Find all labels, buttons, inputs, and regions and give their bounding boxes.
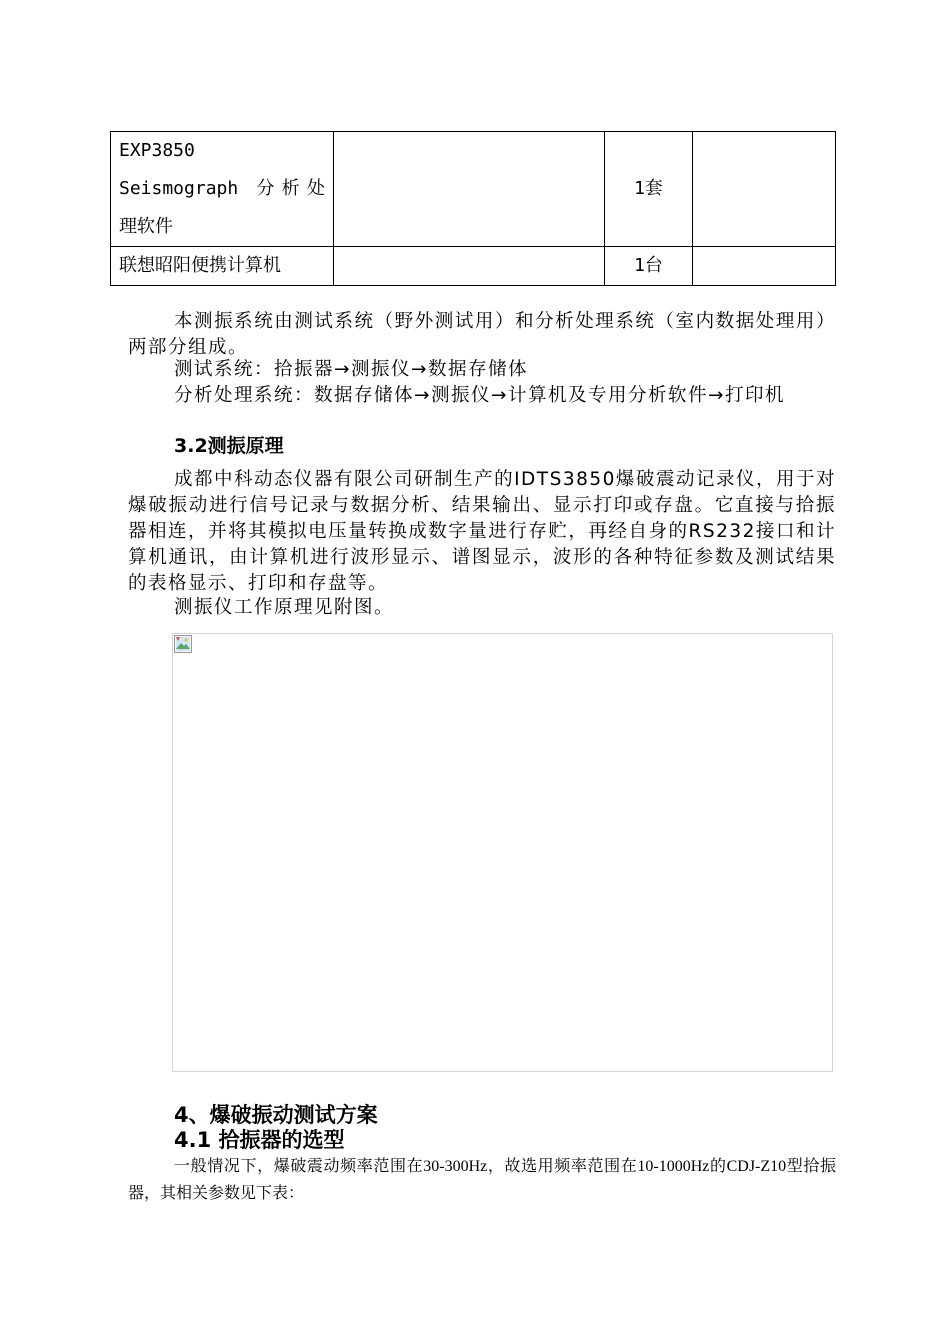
equipment-name-line: 联想昭阳便携计算机	[119, 255, 281, 276]
sensor-selection-paragraph: 一般情况下，爆破震动频率范围在30-300Hz，故选用频率范围在10-1000Hz的CDJ-Z10型拾振器，其相关参数见下表：	[128, 1158, 836, 1202]
broken-image-icon	[174, 635, 192, 653]
equipment-spec-cell	[334, 132, 605, 247]
equipment-note-cell	[693, 247, 836, 286]
test-system-line: 测试系统：拾振器→测振仪→数据存储体	[174, 359, 529, 380]
table-row	[111, 247, 836, 286]
section-heading-4: 4、爆破振动测试方案	[174, 1103, 378, 1127]
equipment-table	[110, 131, 836, 286]
equipment-name-line: Seismograph 分析处	[119, 178, 325, 199]
analysis-system-paragraph: 分析处理系统：数据存储体→测振仪→计算机及专用分析软件→打印机	[174, 385, 786, 406]
equipment-quantity-cell: 1台	[605, 247, 693, 286]
equipment-name-line: EXP3850	[119, 140, 195, 161]
section-heading-4-1: 4.1 拾振器的选型	[174, 1128, 345, 1152]
principle-figure-placeholder	[172, 633, 833, 1072]
equipment-spec-cell	[334, 247, 605, 286]
equipment-note-cell	[693, 132, 836, 247]
equipment-name-cell	[111, 247, 334, 286]
equipment-name-line: 理软件	[119, 216, 173, 237]
equipment-quantity-cell: 1套	[605, 132, 693, 247]
figure-reference-line: 测振仪工作原理见附图。	[174, 597, 395, 618]
section-heading-3-2: 3.2测振原理	[174, 435, 284, 457]
principle-paragraph: 成都中科动态仪器有限公司研制生产的IDTS3850爆破震动记录仪，用于对爆破振动进行信号记录与数据分析、结果输出、显示打印或存盘。它直接与拾振器相连，并将其模拟电压量转换成数字量进行存贮，再经自身的RS232接口和计算机通讯，由计算机进行波形显示、谱图显示，波形的各种特征参数及测试结果的表格显示、打印和存盘等。	[128, 469, 836, 594]
table-row	[111, 132, 836, 247]
system-composition-paragraph: 本测振系统由测试系统（野外测试用）和分析处理系统（室内数据处理用）两部分组成。	[128, 311, 836, 358]
equipment-name-cell	[111, 132, 334, 247]
